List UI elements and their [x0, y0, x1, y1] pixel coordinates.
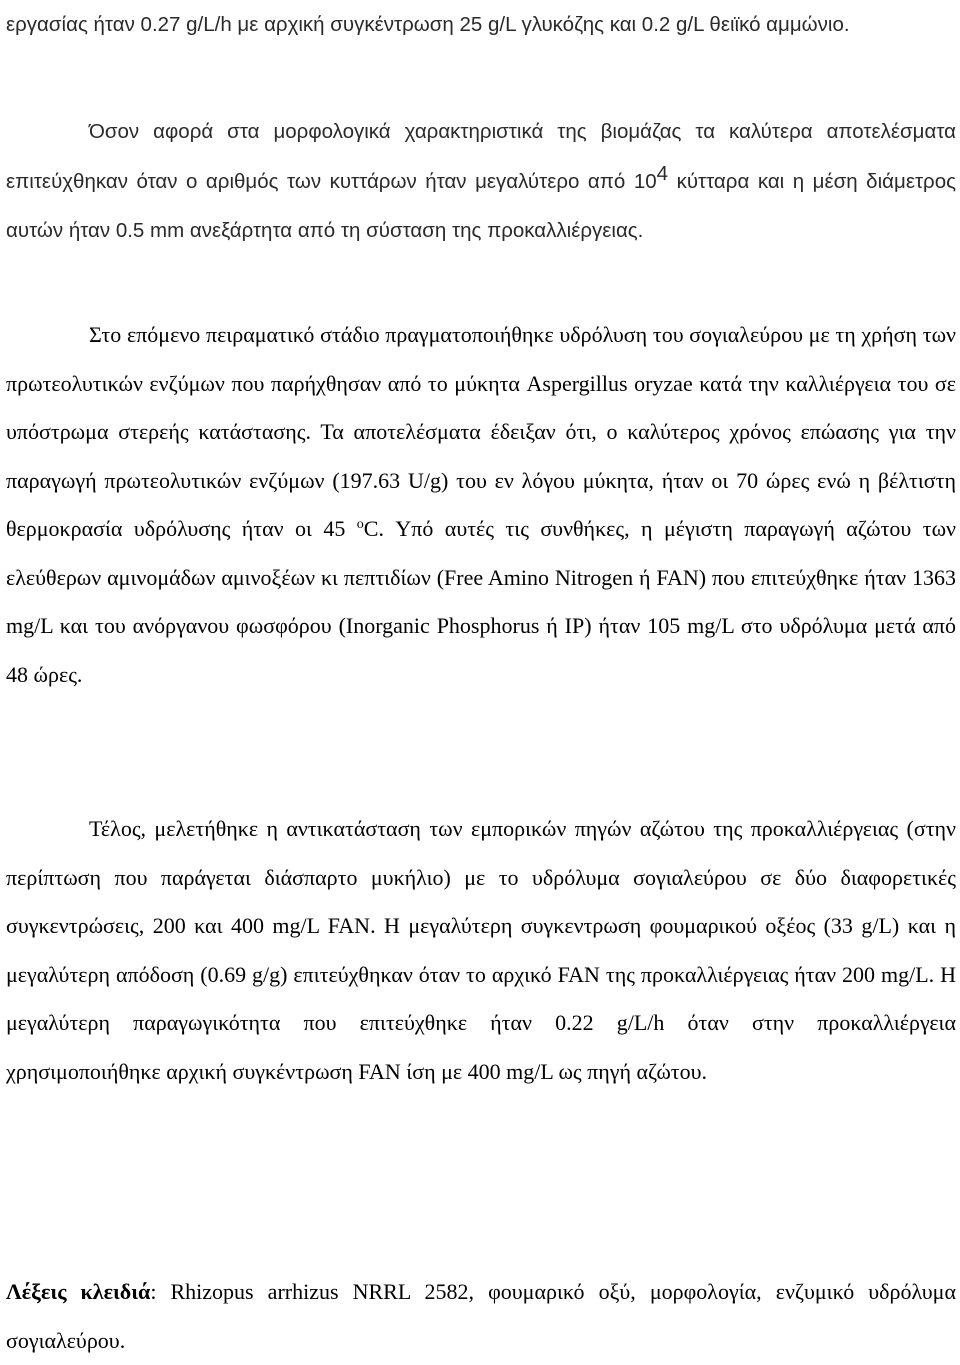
paragraph-conclusion-text: Τέλος, μελετήθηκε η αντικατάσταση των εμπορικών πηγών αζώτου της προκαλλιέργειας (στην περίπτωση που παράγεται διάσπαρτο μυκήλιο) με το υδρόλυμα σογιαλεύρου σε δύο διαφορετικές συγκεντρώσεις, 200 και 400 mg/L FAN. Η μεγαλύτερη συγκεντρωση φουμαρικού οξέος (33 g/L) και η μεγαλύτερη απόδοση (0.69 g/g) επιτεύχθηκαν όταν το αρχικό FAN της προκαλλιέργειας ήταν 200 mg/L. Η μεγαλύτερη παραγωγικότητα που επιτεύχθηκε ήταν 0.22 g/L/h όταν στην προκαλλιέργεια χρησιμοποιήθηκε αρχική συγκέντρωση FAN ίση με 400 mg/L ως πηγή αζώτου. [6, 816, 956, 1084]
paragraph-morphology [6, 107, 956, 256]
paragraph-continued-text: εργασίας ήταν 0.27 g/L/h με αρχική συγκέντρωση 25 g/L γλυκόζης και 0.2 g/L θειϊκό αμμώνιο. [6, 13, 850, 36]
paragraph-morphology-text-b: κύτταρα και η μέση διάμετρος αυτών ήταν 0.5 mm ανεξάρτητα από τη σύσταση της προκαλλιέργειας. [6, 169, 956, 242]
paragraph-morphology-superscript: 4 [656, 161, 669, 185]
paragraph-conclusion [6, 805, 956, 1096]
paragraph-hydrolysis-text-a: Στο επόμενο πειραματικό στάδιο πραγματοποιήθηκε υδρόλυση του σογιαλεύρου με τη χρήση των πρωτεολυτικών ενζύμων που παρήχθησαν από το μύκητα Aspergillus oryzae κατά την καλλιέργεια του σε υπόστρωμα στερεής κατάστασης. Τα αποτελέσματα έδειξαν ότι, ο καλύτερος χρόνος επώασης για την παραγωγή πρωτεολυτικών ενζύμων (197.63 U/g) του εν λόγου μύκητα, ήταν οι 70 ώρες ενώ η βέλτιστη θερμοκρασία υδρόλυσης ήταν οι 45 [6, 322, 956, 541]
keywords-line [6, 1268, 956, 1365]
paragraph-continued [6, 0, 956, 50]
paragraph-hydrolysis-superscript: o [356, 517, 364, 532]
keywords-label: Λέξεις κλειδιά [6, 1279, 151, 1304]
paragraph-morphology-text-a: Όσον αφορά στα μορφολογικά χαρακτηριστικά της βιομάζας τα καλύτερα αποτελέσματα επιτεύχθηκαν όταν ο αριθμός των κυττάρων ήταν μεγαλύτερο από 10 [6, 120, 956, 193]
keywords-separator: : [150, 1279, 171, 1304]
paragraph-hydrolysis [6, 311, 956, 699]
keywords-text: Rhizopus arrhizus NRRL 2582, φουμαρικό οξύ, μορφολογία, ενζυμικό υδρόλυμα σογιαλεύρου. [6, 1279, 956, 1353]
paragraph-hydrolysis-text-b: C. Υπό αυτές τις συνθήκες, η μέγιστη παραγωγή αζώτου των ελεύθερων αμινομάδων αμινοξέων κι πεπτιδίων (Free Amino Nitrogen ή FAN) που επιτεύχθηκε ήταν 1363 mg/L και του ανόργανου φωσφόρου (Inorganic Phosphorus ή IP) ήταν 105 mg/L στο υδρόλυμα μετά από 48 ώρες. [6, 516, 956, 687]
